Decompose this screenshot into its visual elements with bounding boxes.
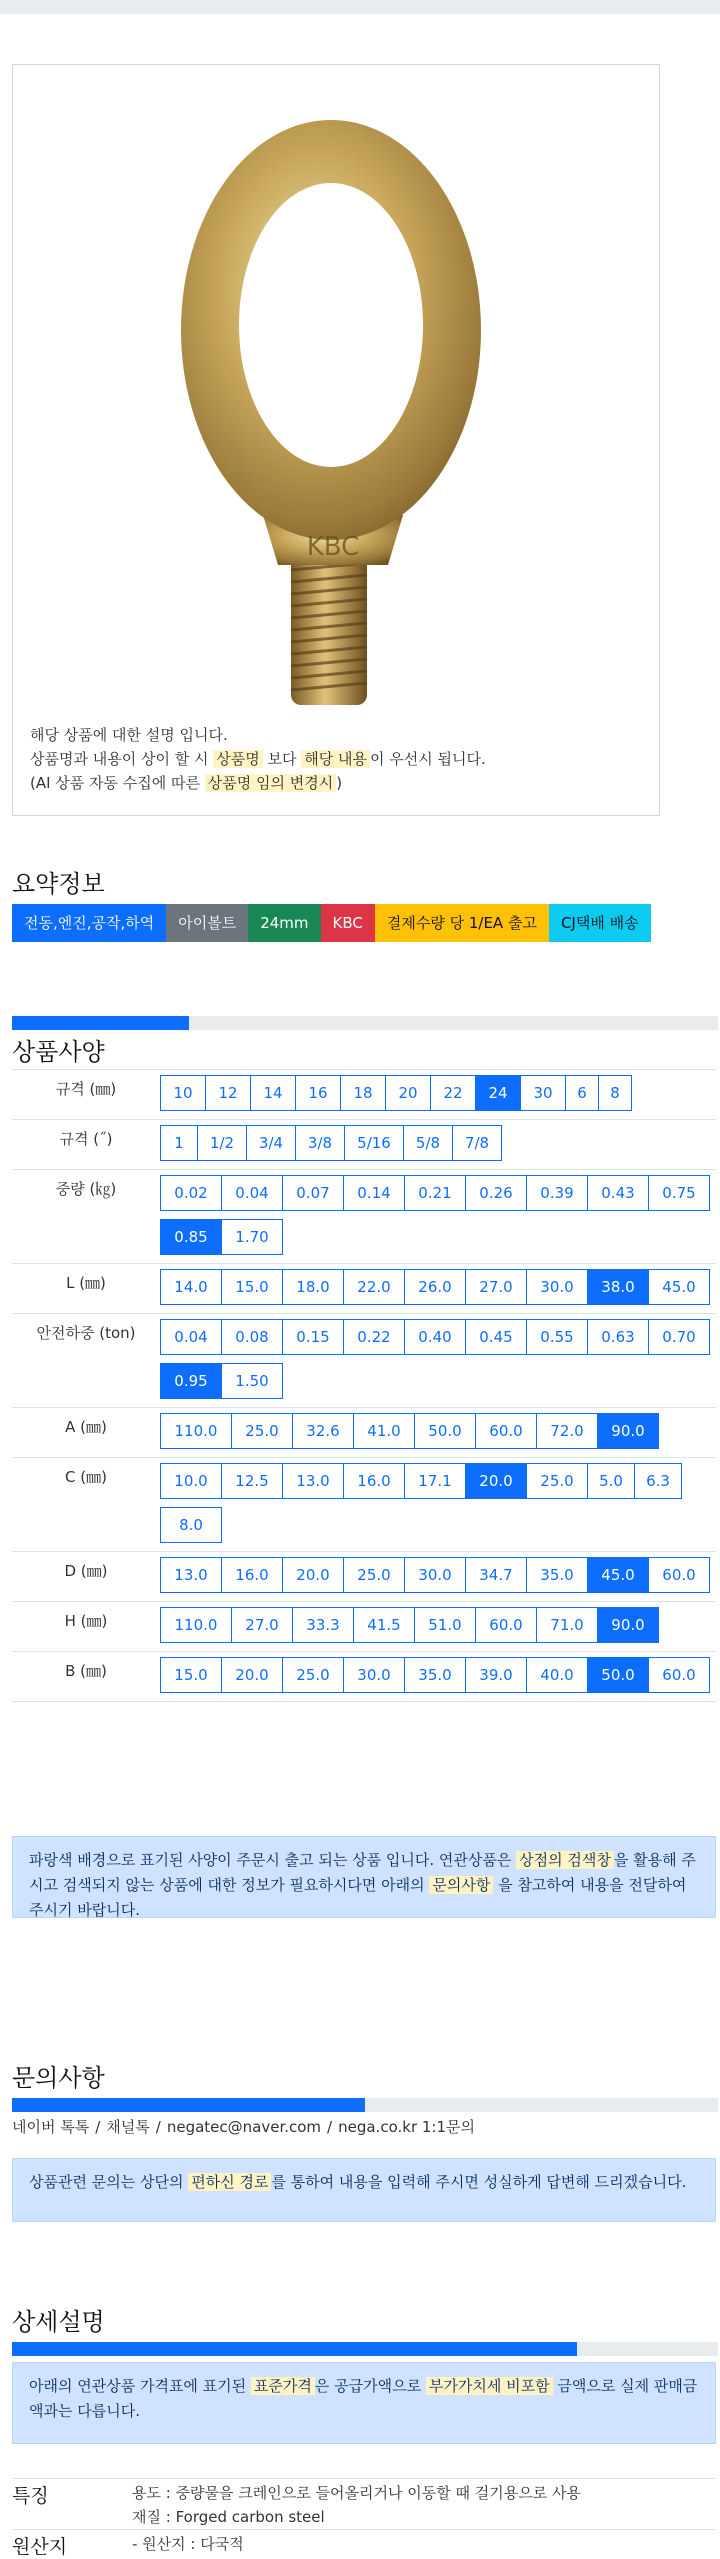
detail-title: 상세설명 <box>12 2308 105 2336</box>
spec-option-button[interactable]: 60.0 <box>475 1607 537 1643</box>
spec-option-button[interactable]: 110.0 <box>160 1413 232 1449</box>
summary-badge: KBC <box>321 904 375 942</box>
spec-label: 규격 (˝) <box>59 1130 113 1148</box>
spec-row <box>12 1170 716 1264</box>
spec-title: 상품사양 <box>12 1038 105 1066</box>
detail-progress-bar <box>12 2342 718 2356</box>
summary-badge: 아이볼트 <box>166 904 248 942</box>
spec-option-button[interactable]: 0.95 <box>160 1363 222 1399</box>
contact-link[interactable]: 채널톡 <box>106 2118 150 2136</box>
spec-option-button[interactable]: 41.5 <box>353 1607 415 1643</box>
spec-progress-bar <box>12 1016 718 1030</box>
spec-option-button[interactable]: 0.21 <box>404 1175 466 1211</box>
spec-option-button[interactable]: 0.45 <box>465 1319 527 1355</box>
spec-option-button[interactable]: 0.07 <box>282 1175 344 1211</box>
summary-badges <box>12 904 651 942</box>
spec-option-button[interactable]: 60.0 <box>648 1657 710 1693</box>
top-bar <box>0 0 720 14</box>
feature-key: 원산지 <box>12 2536 68 2558</box>
spec-option-button[interactable]: 0.14 <box>343 1175 405 1211</box>
contact-list <box>12 2116 475 2137</box>
feature-key: 특징 <box>12 2485 49 2507</box>
spec-option-button[interactable]: 12 <box>205 1075 251 1111</box>
inquiry-title: 문의사항 <box>12 2064 105 2092</box>
spec-option-button[interactable]: 110.0 <box>160 1607 232 1643</box>
spec-option-button[interactable]: 20 <box>385 1075 431 1111</box>
feature-row <box>12 2478 716 2529</box>
spec-option-button[interactable]: 20.0 <box>221 1657 283 1693</box>
contact-separator: / <box>155 2118 161 2136</box>
spec-option-button[interactable]: 30.0 <box>343 1657 405 1693</box>
spec-option-button[interactable]: 35.0 <box>404 1657 466 1693</box>
spec-option-button[interactable]: 0.55 <box>526 1319 588 1355</box>
summary-badge: 전동,엔진,공작,하역 <box>12 904 166 942</box>
inquiry-note: 상품관련 문의는 상단의 편하신 경로 를 통하여 내용을 입력해 주시면 성실하게 답변해 드리겠습니다. <box>12 2158 716 2222</box>
spec-option-button[interactable]: 25.0 <box>282 1657 344 1693</box>
spec-option-button[interactable]: 5/8 <box>403 1125 453 1161</box>
spec-row <box>12 1314 716 1408</box>
spec-label: H (㎜) <box>64 1612 108 1630</box>
spec-option-button[interactable]: 40.0 <box>526 1657 588 1693</box>
spec-option-button[interactable]: 30 <box>520 1075 566 1111</box>
spec-option-button[interactable]: 20.0 <box>282 1557 344 1593</box>
spec-row <box>12 1070 716 1120</box>
spec-option-button[interactable]: 6 <box>565 1075 599 1111</box>
spec-option-button[interactable]: 27.0 <box>231 1607 293 1643</box>
spec-option-button[interactable]: 0.63 <box>587 1319 649 1355</box>
spec-note: 파랑색 배경으로 표기된 사양이 주문시 출고 되는 상품 입니다. 연관상품은 상점의 검색창 을 활용해 주시고 검색되지 않는 상품에 대한 정보가 필요하시다면 아래의 문의사항 을 참고하여 내용을 전달하여 주시기 바랍니다. <box>12 1836 716 1918</box>
spec-option-button[interactable]: 34.7 <box>465 1557 527 1593</box>
spec-option-button[interactable]: 1.70 <box>221 1219 283 1255</box>
spec-option-button[interactable]: 90.0 <box>597 1607 659 1643</box>
spec-option-button[interactable]: 10.0 <box>160 1463 222 1499</box>
spec-row <box>12 1458 716 1552</box>
spec-option-button[interactable]: 18.0 <box>282 1269 344 1305</box>
spec-option-button[interactable]: 0.22 <box>343 1319 405 1355</box>
spec-option-button[interactable]: 6.3 <box>634 1463 682 1499</box>
spec-options <box>160 1458 716 1551</box>
spec-option-button[interactable]: 1 <box>160 1125 198 1161</box>
spec-option-button[interactable]: 0.70 <box>648 1319 710 1355</box>
spec-options <box>160 1120 716 1169</box>
spec-label: L (㎜) <box>66 1274 106 1292</box>
spec-label: 중량 (㎏) <box>55 1180 117 1198</box>
spec-option-button[interactable]: 20.0 <box>465 1463 527 1499</box>
inquiry-progress-bar <box>12 2098 718 2112</box>
spec-row <box>12 1602 716 1652</box>
contact-separator: / <box>327 2118 333 2136</box>
spec-label: C (㎜) <box>65 1468 107 1486</box>
spec-option-button[interactable]: 30.0 <box>526 1269 588 1305</box>
spec-option-button[interactable]: 45.0 <box>648 1269 710 1305</box>
spec-option-button[interactable]: 0.02 <box>160 1175 222 1211</box>
feature-row <box>12 2529 716 2559</box>
summary-badge: 24mm <box>248 904 320 942</box>
spec-option-button[interactable]: 0.04 <box>221 1175 283 1211</box>
spec-option-button[interactable]: 3/4 <box>246 1125 296 1161</box>
eye-bolt-product-photo <box>113 85 553 745</box>
spec-option-button[interactable]: 15.0 <box>160 1657 222 1693</box>
spec-option-button[interactable]: 8 <box>598 1075 632 1111</box>
spec-option-button[interactable]: 51.0 <box>414 1607 476 1643</box>
spec-options <box>160 1602 716 1651</box>
product-description: 해당 상품에 대한 설명 입니다. 상품명과 내용이 상이 할 시 상품명 보다 해당 내용 이 우선시 됩니다. (AI 상품 자동 수집에 따른 상품명 임의 변경시 ) <box>30 726 486 792</box>
spec-option-button[interactable]: 0.75 <box>648 1175 710 1211</box>
spec-option-button[interactable]: 5.0 <box>587 1463 635 1499</box>
spec-option-button[interactable]: 0.40 <box>404 1319 466 1355</box>
contact-link[interactable]: negatec@naver.com <box>166 2118 322 2136</box>
spec-option-button[interactable]: 12.5 <box>221 1463 283 1499</box>
detail-note: 아래의 연관상품 가격표에 표기된 표준가격 은 공급가액으로 부가가치세 비포함 금액으로 실제 판매금액과는 다릅니다. <box>12 2362 716 2444</box>
spec-label: D (㎜) <box>64 1562 108 1580</box>
spec-option-button[interactable]: 71.0 <box>536 1607 598 1643</box>
spec-row <box>12 1408 716 1458</box>
spec-option-button[interactable]: 0.43 <box>587 1175 649 1211</box>
spec-row <box>12 1552 716 1602</box>
spec-option-button[interactable]: 14.0 <box>160 1269 222 1305</box>
spec-option-button[interactable]: 8.0 <box>160 1507 222 1543</box>
spec-option-button[interactable]: 72.0 <box>536 1413 598 1449</box>
spec-option-button[interactable]: 7/8 <box>452 1125 502 1161</box>
spec-option-button[interactable]: 38.0 <box>587 1269 649 1305</box>
spec-label: 안전하중 (ton) <box>36 1324 136 1342</box>
spec-options <box>160 1408 716 1457</box>
spec-option-button[interactable]: 18 <box>340 1075 386 1111</box>
spec-option-button[interactable]: 41.0 <box>353 1413 415 1449</box>
spec-options <box>160 1264 716 1313</box>
spec-option-button[interactable]: 60.0 <box>475 1413 537 1449</box>
spec-option-button[interactable]: 24 <box>475 1075 521 1111</box>
spec-option-button[interactable]: 22 <box>430 1075 476 1111</box>
spec-option-button[interactable]: 17.1 <box>404 1463 466 1499</box>
spec-option-button[interactable]: 90.0 <box>597 1413 659 1449</box>
spec-option-button[interactable]: 16.0 <box>343 1463 405 1499</box>
summary-badge: 결제수량 당 1/EA 출고 <box>375 904 549 942</box>
contact-separator: / <box>95 2118 101 2136</box>
spec-row <box>12 1652 716 1702</box>
spec-option-button[interactable]: 22.0 <box>343 1269 405 1305</box>
spec-option-button[interactable]: 50.0 <box>414 1413 476 1449</box>
summary-badge: CJ택배 배송 <box>549 904 651 942</box>
spec-option-button[interactable]: 50.0 <box>587 1657 649 1693</box>
spec-options <box>160 1170 716 1263</box>
contact-link[interactable]: 네이버 톡톡 <box>12 2118 90 2136</box>
spec-option-button[interactable]: 25.0 <box>343 1557 405 1593</box>
spec-option-button[interactable]: 16 <box>295 1075 341 1111</box>
spec-label: 규격 (㎜) <box>55 1080 117 1098</box>
contact-link[interactable]: nega.co.kr 1:1문의 <box>338 2118 475 2136</box>
feature-value <box>132 2479 716 2529</box>
spec-row <box>12 1120 716 1170</box>
spec-option-button[interactable]: 27.0 <box>465 1269 527 1305</box>
spec-option-button[interactable]: 0.85 <box>160 1219 222 1255</box>
spec-options <box>160 1552 716 1601</box>
spec-option-button[interactable]: 45.0 <box>587 1557 649 1593</box>
spec-option-button[interactable]: 5/16 <box>344 1125 404 1161</box>
spec-option-button[interactable]: 60.0 <box>648 1557 710 1593</box>
feature-value <box>132 2530 716 2559</box>
spec-table <box>12 1069 716 1702</box>
spec-label: A (㎜) <box>65 1418 107 1436</box>
spec-option-button[interactable]: 33.3 <box>292 1607 354 1643</box>
spec-option-button[interactable]: 32.6 <box>292 1413 354 1449</box>
spec-options <box>160 1070 716 1119</box>
spec-option-button[interactable]: 0.15 <box>282 1319 344 1355</box>
spec-option-button[interactable]: 39.0 <box>465 1657 527 1693</box>
spec-option-button[interactable]: 13.0 <box>282 1463 344 1499</box>
spec-option-button[interactable]: 0.08 <box>221 1319 283 1355</box>
spec-option-button[interactable]: 0.26 <box>465 1175 527 1211</box>
feature-table <box>12 2478 716 2559</box>
spec-option-button[interactable]: 16.0 <box>221 1557 283 1593</box>
spec-row <box>12 1264 716 1314</box>
svg-text:KBC: KBC <box>306 532 360 562</box>
spec-option-button[interactable]: 35.0 <box>526 1557 588 1593</box>
spec-option-button[interactable]: 30.0 <box>404 1557 466 1593</box>
spec-option-button[interactable]: 10 <box>160 1075 206 1111</box>
spec-option-button[interactable]: 0.39 <box>526 1175 588 1211</box>
feature-line: - 원산지 : 다국적 <box>132 2535 244 2553</box>
feature-line: 용도 : 중량물을 크레인으로 들어올리거나 이동할 때 걸기용으로 사용 <box>132 2484 581 2502</box>
feature-line: 재질 : Forged carbon steel <box>132 2508 325 2526</box>
spec-option-button[interactable]: 25.0 <box>231 1413 293 1449</box>
spec-option-button[interactable]: 1/2 <box>197 1125 247 1161</box>
product-card <box>12 64 660 816</box>
spec-option-button[interactable]: 13.0 <box>160 1557 222 1593</box>
spec-option-button[interactable]: 3/8 <box>295 1125 345 1161</box>
spec-option-button[interactable]: 0.04 <box>160 1319 222 1355</box>
spec-option-button[interactable]: 1.50 <box>221 1363 283 1399</box>
spec-option-button[interactable]: 25.0 <box>526 1463 588 1499</box>
spec-option-button[interactable]: 14 <box>250 1075 296 1111</box>
spec-option-button[interactable]: 15.0 <box>221 1269 283 1305</box>
spec-option-button[interactable]: 26.0 <box>404 1269 466 1305</box>
spec-label: B (㎜) <box>65 1662 107 1680</box>
summary-title: 요약정보 <box>12 870 105 898</box>
spec-options <box>160 1314 716 1407</box>
spec-options <box>160 1652 716 1701</box>
